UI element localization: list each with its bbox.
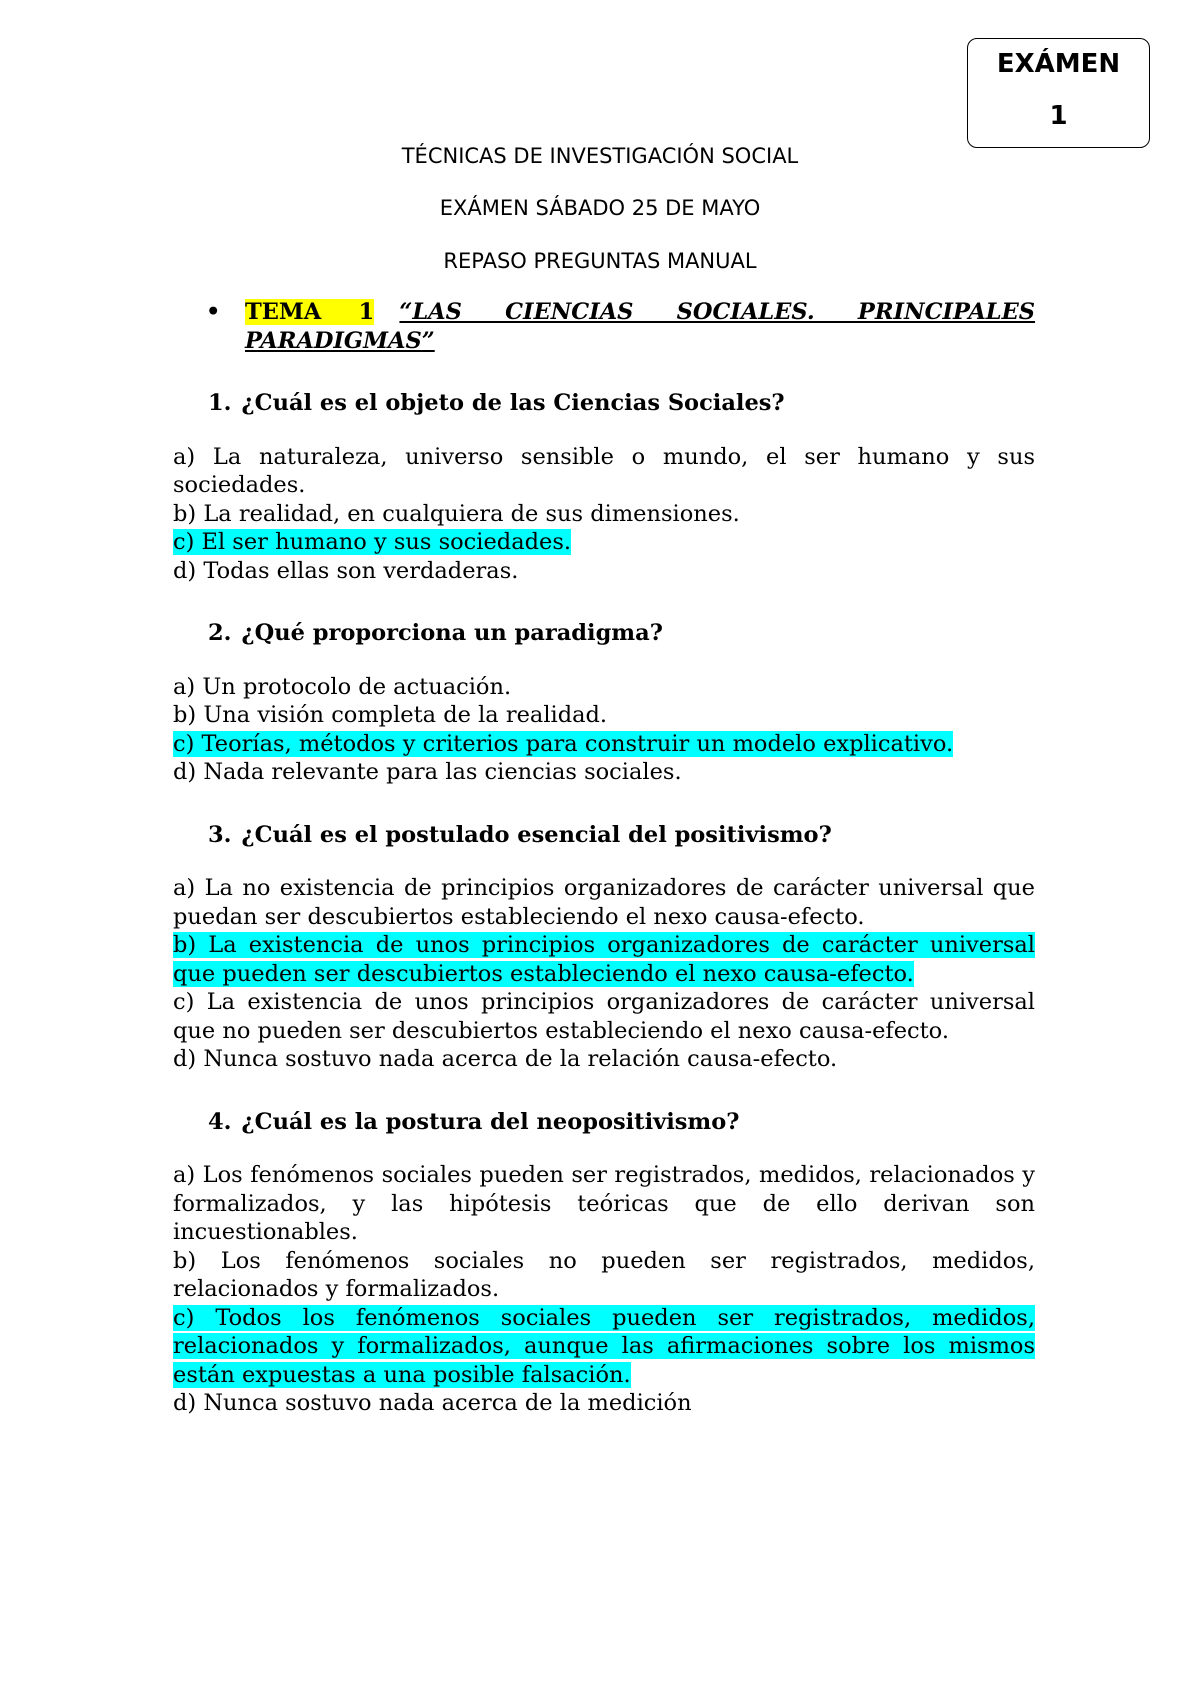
- exam-box-label: EXÁMEN: [996, 49, 1121, 79]
- question-number: 2.: [208, 620, 232, 646]
- exam-box-number: 1: [1049, 101, 1068, 131]
- answer-option-text: d) Todas ellas son verdaderas.: [173, 557, 519, 584]
- exam-number-box: [967, 38, 1150, 148]
- answer-option-text: c) El ser humano y sus sociedades.: [173, 529, 572, 555]
- question-block: [173, 619, 1035, 787]
- question-text: ¿Cuál es la postura del neopositivismo?: [241, 1108, 740, 1135]
- bullet-icon: •: [206, 299, 221, 325]
- question-list: [173, 389, 1035, 1418]
- question-block: [173, 821, 1035, 1074]
- answer-option-text: b) Los fenómenos sociales no pueden ser registrados, medidos, relacionados y formalizados.: [173, 1247, 1035, 1302]
- answer-option: [173, 1161, 1035, 1247]
- answer-option-text: c) La existencia de unos principios organizadores de carácter universal que no pueden ser descubiertos estableciendo el nexo causa-efecto.: [173, 989, 1035, 1044]
- answer-option-text: d) Nunca sostuvo nada acerca de la relación causa-efecto.: [173, 1046, 838, 1072]
- question-heading: [173, 821, 1035, 850]
- question-heading: [173, 1108, 1035, 1137]
- answer-option: [173, 500, 1035, 529]
- question-text: ¿Qué proporciona un paradigma?: [241, 620, 663, 646]
- answer-option-correct: [173, 528, 1035, 557]
- answer-option: [173, 1247, 1035, 1304]
- answer-option: [173, 874, 1035, 931]
- answer-option-text: b) La existencia de unos principios organizadores de carácter universal que pueden ser descubiertos estableciendo el nexo causa-efecto.: [173, 932, 1035, 987]
- answer-option-text: d) Nada relevante para las ciencias sociales.: [173, 759, 682, 785]
- topic-label: TEMA 1: [245, 299, 375, 325]
- answer-option-text: b) Una visión completa de la realidad.: [173, 702, 608, 728]
- answer-option: [173, 701, 1035, 730]
- document-subtitle: REPASO PREGUNTAS MANUAL: [443, 249, 757, 273]
- answer-option: [173, 1389, 1035, 1418]
- question-text: ¿Cuál es el objeto de las Ciencias Sociales?: [241, 390, 785, 416]
- answer-option-correct: [173, 931, 1035, 988]
- answer-option: [173, 758, 1035, 787]
- topic-title: “LAS CIENCIAS SOCIALES. PRINCIPALES PARADIGMAS”: [245, 299, 1036, 354]
- question-number: 4.: [208, 1108, 232, 1135]
- question-heading: [173, 389, 1035, 418]
- answer-option-correct: [173, 730, 1035, 759]
- answer-option: [173, 443, 1035, 500]
- answer-option-text: b) La realidad, en cualquiera de sus dimensiones.: [173, 500, 740, 527]
- answer-option: [173, 988, 1035, 1045]
- question-block: [173, 1108, 1035, 1418]
- answer-option-text: a) La no existencia de principios organizadores de carácter universal que puedan ser descubiertos estableciendo el nexo causa-efecto.: [173, 875, 1035, 930]
- answer-option-text: c) Teorías, métodos y criterios para construir un modelo explicativo.: [173, 730, 954, 757]
- question-number: 3.: [208, 821, 232, 848]
- answer-option-text: a) Un protocolo de actuación.: [173, 673, 512, 700]
- question-block: [173, 389, 1035, 585]
- topic-heading: [173, 298, 1035, 355]
- exam-date-line: EXÁMEN SÁBADO 25 DE MAYO: [439, 196, 761, 220]
- question-number: 1.: [208, 390, 232, 416]
- document-body: [173, 298, 1035, 1418]
- answer-option-correct: [173, 1304, 1035, 1390]
- answer-option: [173, 673, 1035, 702]
- answer-option-text: c) Todos los fenómenos sociales pueden ser registrados, medidos, relacionados y formalizados, aunque las afirmaciones sobre los mismos están expuestas a una posible falsación.: [173, 1304, 1035, 1388]
- answer-option-text: a) Los fenómenos sociales pueden ser registrados, medidos, relacionados y formalizados, y las hipótesis teóricas que de ello derivan son incuestionables.: [173, 1162, 1035, 1245]
- document-subject: TÉCNICAS DE INVESTIGACIÓN SOCIAL: [401, 144, 799, 168]
- answer-option: [173, 557, 1035, 586]
- answer-option-text: d) Nunca sostuvo nada acerca de la medición: [173, 1390, 692, 1416]
- question-text: ¿Cuál es el postulado esencial del positivismo?: [241, 821, 832, 848]
- answer-option: [173, 1045, 1035, 1074]
- question-heading: [173, 619, 1035, 648]
- answer-option-text: a) La naturaleza, universo sensible o mundo, el ser humano y sus sociedades.: [173, 443, 1035, 498]
